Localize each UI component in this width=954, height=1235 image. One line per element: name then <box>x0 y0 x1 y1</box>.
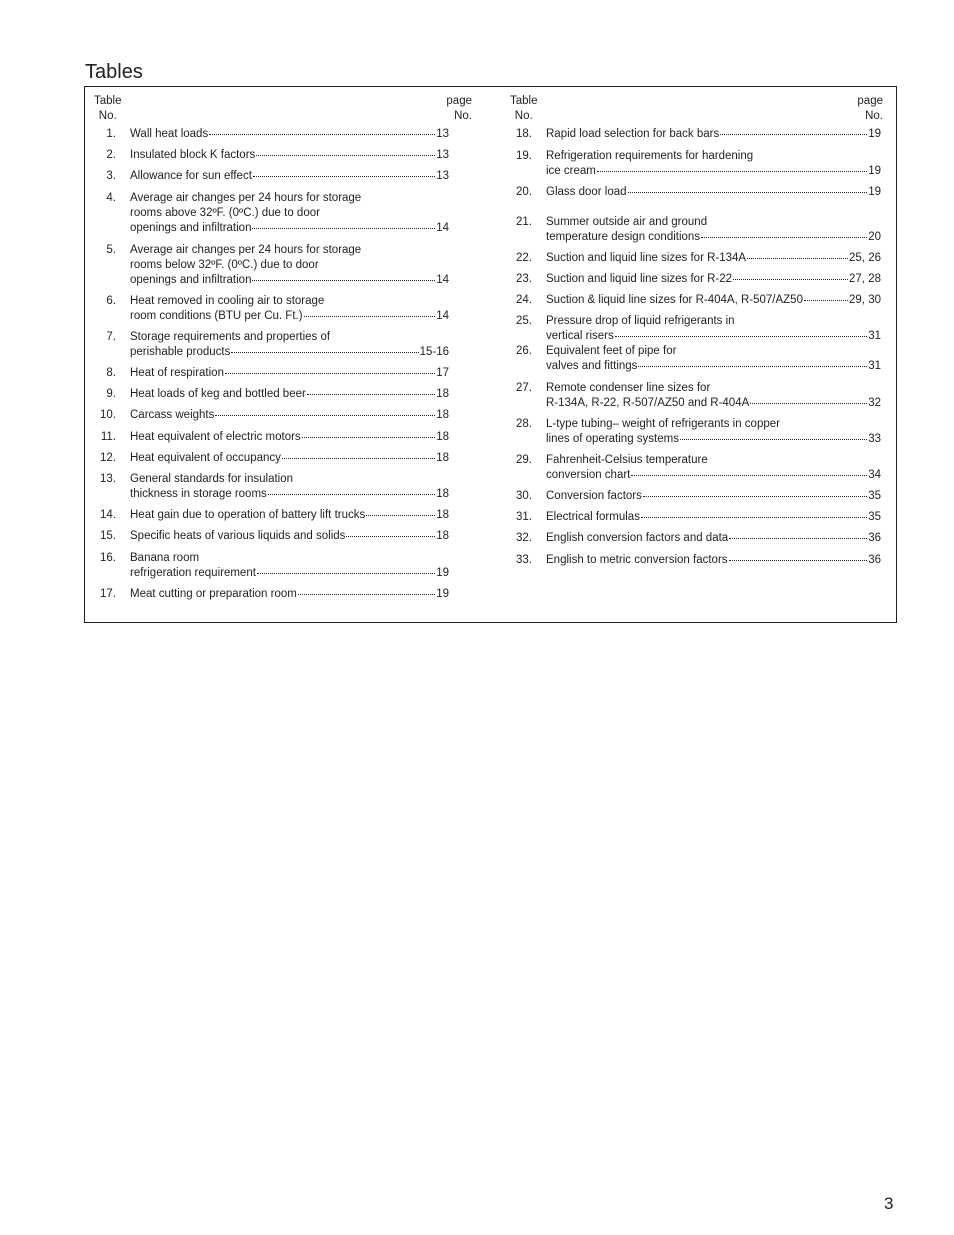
page-no-header: page No. <box>857 95 883 122</box>
dot-leader <box>750 402 867 404</box>
entry-title-line: General standards for insulation <box>130 473 294 485</box>
entry-title: Insulated block K factors <box>130 149 256 161</box>
table-number: 12. <box>100 452 116 464</box>
table-number: 5. <box>106 244 116 256</box>
entry-leader-row <box>130 529 449 544</box>
entry-leader-row <box>130 430 449 445</box>
dot-leader <box>225 372 435 374</box>
page-reference: 13 <box>436 149 449 161</box>
entry-title: Carcass weights <box>130 409 215 421</box>
dot-leader <box>615 335 867 337</box>
table-number: 22. <box>516 252 532 264</box>
entry-body <box>130 243 449 288</box>
entry-body <box>546 417 881 447</box>
dot-leader <box>804 299 848 301</box>
table-number: 32. <box>516 532 532 544</box>
page-reference: 25, 26 <box>849 252 881 264</box>
table-number: 2. <box>106 149 116 161</box>
entry-leader-row <box>130 387 449 402</box>
entry-body <box>130 508 449 523</box>
dot-leader <box>257 572 435 574</box>
page-reference: 33 <box>868 433 881 445</box>
entry-title: room conditions (BTU per Cu. Ft.) <box>130 310 303 322</box>
entry-body <box>546 531 881 546</box>
table-number: 10. <box>100 409 116 421</box>
page-reference: 31 <box>868 360 881 372</box>
entry-title-line: Pressure drop of liquid refrigerants in <box>546 315 735 327</box>
entry-title-line: Fahrenheit-Celsius temperature <box>546 454 708 466</box>
entry-body <box>130 430 449 445</box>
entry-leader-row <box>546 251 881 266</box>
entry-title: Wall heat loads <box>130 128 209 140</box>
entry-body <box>546 381 881 411</box>
entry-title: English conversion factors and data <box>546 532 729 544</box>
entry-title: Suction & liquid line sizes for R-404A, R-507/AZ50 <box>546 294 803 306</box>
entry-leader-row <box>546 164 881 179</box>
entry-title: Conversion factors <box>546 490 642 502</box>
entry-title-line: Heat removed in cooling air to storage <box>130 295 325 307</box>
entry-body <box>546 453 881 483</box>
entry-body <box>130 587 449 602</box>
page-number: 3 <box>884 1194 894 1213</box>
table-number: 14. <box>100 509 116 521</box>
table-number: 23. <box>516 273 532 285</box>
dot-leader <box>747 257 848 259</box>
entry-title: temperature design conditions <box>546 231 701 243</box>
entry-leader-row <box>130 127 449 142</box>
page-reference: 35 <box>868 511 881 523</box>
entry-body <box>546 510 881 525</box>
dot-leader <box>268 493 435 495</box>
entry-title: Electrical formulas <box>546 511 640 523</box>
page-reference: 18 <box>436 452 449 464</box>
entry-leader-row <box>130 566 449 581</box>
entry-title: Suction and liquid line sizes for R-22 <box>546 273 733 285</box>
page-reference: 36 <box>868 532 881 544</box>
entry-body <box>546 553 881 568</box>
page-reference: 19 <box>436 588 449 600</box>
entry-leader-row <box>130 273 449 288</box>
page-reference: 32 <box>868 397 881 409</box>
dot-leader <box>597 170 867 172</box>
dot-leader <box>720 133 867 135</box>
entry-body <box>130 366 449 381</box>
entry-body <box>130 451 449 466</box>
entry-leader-row <box>130 508 449 523</box>
entry-body <box>546 149 881 179</box>
entry-leader-row <box>546 185 881 200</box>
dot-leader <box>631 474 867 476</box>
table-number: 29. <box>516 454 532 466</box>
entry-title-line: Equivalent feet of pipe for <box>546 345 677 357</box>
entry-body <box>546 185 881 200</box>
page-reference: 27, 28 <box>849 273 881 285</box>
page-reference: 36 <box>868 554 881 566</box>
table-number: 18. <box>516 128 532 140</box>
entry-title: perishable products <box>130 346 231 358</box>
page-reference: 18 <box>436 488 449 500</box>
dot-leader <box>729 559 868 561</box>
table-number: 30. <box>516 490 532 502</box>
table-number: 19. <box>516 150 532 162</box>
entry-leader-row <box>130 221 449 236</box>
entry-leader-row <box>546 329 881 344</box>
dot-leader <box>307 393 435 395</box>
table-no-header: Table No. <box>94 95 122 122</box>
entry-title-line: Average air changes per 24 hours for storage <box>130 244 362 256</box>
entry-body <box>546 127 881 142</box>
entry-title-line: rooms above 32ºF. (0ºC.) due to door <box>130 207 320 219</box>
entry-leader-row <box>546 553 881 568</box>
entry-title: R-134A, R-22, R-507/AZ50 and R-404A <box>546 397 750 409</box>
entry-title: valves and fittings <box>546 360 638 372</box>
entry-leader-row <box>546 293 881 308</box>
page-reference: 19 <box>868 165 881 177</box>
entry-leader-row <box>130 408 449 423</box>
table-number: 3. <box>106 170 116 182</box>
dot-leader <box>215 414 435 416</box>
entry-title-line: Remote condenser line sizes for <box>546 382 711 394</box>
dot-leader <box>298 593 435 595</box>
entry-title-line: rooms below 32ºF. (0ºC.) due to door <box>130 259 319 271</box>
table-number: 17. <box>100 588 116 600</box>
table-number: 9. <box>106 388 116 400</box>
entry-leader-row <box>546 432 881 447</box>
dot-leader <box>638 365 867 367</box>
entry-title: conversion chart <box>546 469 631 481</box>
table-number: 11. <box>100 431 116 443</box>
entry-body <box>546 344 881 374</box>
entry-title: Specific heats of various liquids and solids <box>130 530 346 542</box>
page-reference: 14 <box>436 310 449 322</box>
dot-leader <box>253 175 435 177</box>
entry-title: thickness in storage rooms <box>130 488 267 500</box>
entry-title: openings and infiltration <box>130 274 252 286</box>
table-number: 25. <box>516 315 532 327</box>
table-number: 20. <box>516 186 532 198</box>
dot-leader <box>231 351 418 353</box>
entry-leader-row <box>546 510 881 525</box>
page-reference: 18 <box>436 509 449 521</box>
page-reference: 18 <box>436 409 449 421</box>
entry-title: lines of operating systems <box>546 433 679 445</box>
tables-toc-box <box>84 86 897 623</box>
page-reference: 34 <box>868 469 881 481</box>
entry-leader-row <box>546 531 881 546</box>
entry-title: Suction and liquid line sizes for R-134A <box>546 252 747 264</box>
entry-leader-row <box>546 272 881 287</box>
entry-leader-row <box>130 345 449 360</box>
page-reference: 29, 30 <box>849 294 881 306</box>
entry-title: Heat equivalent of occupancy <box>130 452 281 464</box>
table-number: 7. <box>106 331 116 343</box>
table-number: 16. <box>100 552 116 564</box>
table-number: 6. <box>106 295 116 307</box>
entry-body <box>546 251 881 266</box>
page-reference: 13 <box>436 170 449 182</box>
entry-body <box>130 169 449 184</box>
entry-title: English to metric conversion factors <box>546 554 728 566</box>
entry-leader-row <box>546 230 881 245</box>
entry-title-line: Storage requirements and properties of <box>130 331 331 343</box>
dot-leader <box>282 457 435 459</box>
table-number: 33. <box>516 554 532 566</box>
dot-leader <box>366 514 435 516</box>
page-reference: 18 <box>436 388 449 400</box>
entry-body <box>546 215 881 245</box>
entry-title: Allowance for sun effect <box>130 170 252 182</box>
entry-body <box>130 330 449 360</box>
entry-title: Meat cutting or preparation room <box>130 588 297 600</box>
dot-leader <box>643 495 867 497</box>
entry-leader-row <box>546 359 881 374</box>
entry-body <box>546 489 881 504</box>
entry-title-line: L-type tubing– weight of refrigerants in copper <box>546 418 780 430</box>
entry-body <box>130 148 449 163</box>
table-no-header: Table No. <box>510 95 538 122</box>
page-reference: 14 <box>436 274 449 286</box>
entry-leader-row <box>130 309 449 324</box>
entry-body <box>130 551 449 581</box>
page-reference: 18 <box>436 530 449 542</box>
page-reference: 35 <box>868 490 881 502</box>
entry-body <box>130 191 449 236</box>
table-number: 13. <box>100 473 116 485</box>
entry-leader-row <box>130 366 449 381</box>
entry-body <box>546 272 881 287</box>
dot-leader <box>628 191 868 193</box>
entry-body <box>130 387 449 402</box>
entry-body <box>130 127 449 142</box>
table-number: 21. <box>516 216 532 228</box>
table-number: 1. <box>106 128 116 140</box>
dot-leader <box>252 279 435 281</box>
entry-title: Heat gain due to operation of battery lift trucks <box>130 509 366 521</box>
entry-body <box>130 529 449 544</box>
entry-title: Heat of respiration <box>130 367 224 379</box>
entry-leader-row <box>130 587 449 602</box>
table-number: 28. <box>516 418 532 430</box>
page-reference: 20 <box>868 231 881 243</box>
entry-leader-row <box>546 127 881 142</box>
page-reference: 19 <box>868 128 881 140</box>
page-reference: 19 <box>868 186 881 198</box>
entry-leader-row <box>546 489 881 504</box>
page-reference: 31 <box>868 330 881 342</box>
entry-leader-row <box>130 487 449 502</box>
page-no-header: page No. <box>446 95 472 122</box>
table-number: 15. <box>100 530 116 542</box>
table-number: 31. <box>516 511 532 523</box>
entry-leader-row <box>130 451 449 466</box>
entry-body <box>130 408 449 423</box>
entry-title: Glass door load <box>546 186 627 198</box>
page-reference: 15-16 <box>419 346 449 358</box>
entry-title-line: Summer outside air and ground <box>546 216 708 228</box>
entry-body <box>546 293 881 308</box>
page-title: Tables <box>85 61 143 83</box>
dot-leader <box>641 516 867 518</box>
page-reference: 18 <box>436 431 449 443</box>
entry-body <box>546 314 881 344</box>
dot-leader <box>729 537 867 539</box>
entry-title: ice cream <box>546 165 596 177</box>
entry-title-line: Banana room <box>130 552 200 564</box>
page-reference: 19 <box>436 567 449 579</box>
table-number: 8. <box>106 367 116 379</box>
dot-leader <box>680 438 867 440</box>
page-reference: 14 <box>436 222 449 234</box>
entry-leader-row <box>130 169 449 184</box>
entry-title: Heat equivalent of electric motors <box>130 431 301 443</box>
entry-title-line: Refrigeration requirements for hardening <box>546 150 754 162</box>
entry-title: vertical risers <box>546 330 614 342</box>
dot-leader <box>209 133 435 135</box>
entry-title-line: Average air changes per 24 hours for storage <box>130 192 362 204</box>
entry-title: openings and infiltration <box>130 222 252 234</box>
table-number: 4. <box>106 192 116 204</box>
entry-leader-row <box>546 396 881 411</box>
table-number: 26. <box>516 345 532 357</box>
entry-body <box>130 294 449 324</box>
dot-leader <box>304 315 436 317</box>
entry-leader-row <box>546 468 881 483</box>
dot-leader <box>302 436 436 438</box>
page-reference: 17 <box>436 367 449 379</box>
entry-body <box>130 472 449 502</box>
entry-title: Heat loads of keg and bottled beer <box>130 388 306 400</box>
entry-title: refrigeration requirement <box>130 567 256 579</box>
dot-leader <box>256 154 435 156</box>
dot-leader <box>252 227 435 229</box>
entry-leader-row <box>130 148 449 163</box>
dot-leader <box>346 535 435 537</box>
entry-title: Rapid load selection for back bars <box>546 128 720 140</box>
table-number: 24. <box>516 294 532 306</box>
dot-leader <box>733 278 848 280</box>
table-number: 27. <box>516 382 532 394</box>
dot-leader <box>701 236 867 238</box>
page-reference: 13 <box>436 128 449 140</box>
